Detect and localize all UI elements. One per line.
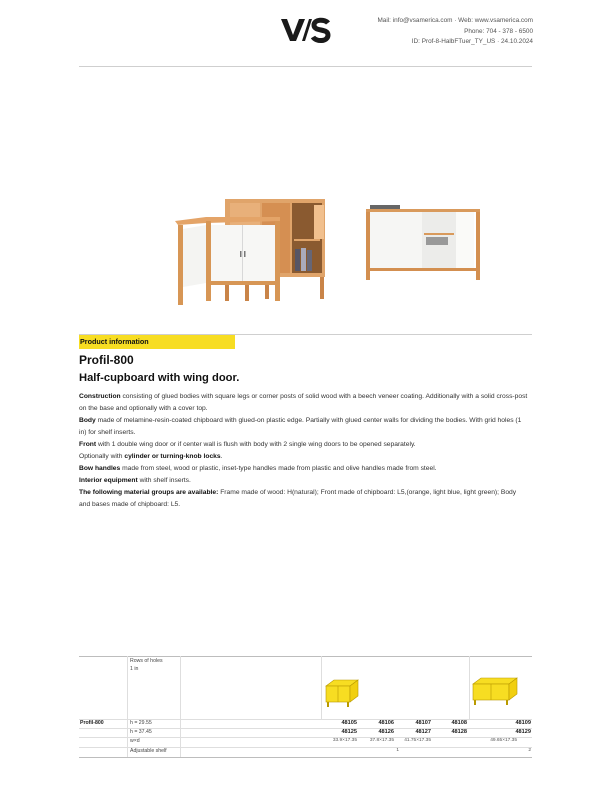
contact-line: ID: Prof-8-HalbFTuer_TY_US · 24.10.2024 [411, 38, 533, 46]
body-text: made of melamine-resin-coated chipboard with glued-on plastic edge. Partially with glued center walls for dividing the bodies. With grid holes (1 in) for shelf inserts. [79, 417, 522, 436]
interior-paragraph [79, 475, 529, 487]
section-label: Product information [79, 335, 235, 349]
construction-text: consisting of glued bodies with square legs or corner posts of solid wood with a beech veneer coating. Additionally with a solid cross-post on the base and optionally with a cover top. [79, 393, 528, 412]
front-text: with 1 double wing door or if center wall is flush with body with 2 single wing doors to be opened separately. [96, 441, 416, 448]
shelf-row-label: Adjustable shelf [130, 748, 167, 754]
locks-end: . [220, 453, 223, 460]
contact-line: Phone: 704 - 378 - 6500 [464, 27, 533, 35]
article-number: 48125 [341, 729, 357, 735]
table-col-line [469, 656, 470, 719]
construction-label: Construction [79, 393, 121, 400]
table-border [79, 757, 532, 758]
front-label: Front [79, 441, 97, 448]
locks-label: cylinder or turning-knob locks [124, 453, 221, 460]
shelf-count: 1 [396, 748, 399, 753]
material-text: Frame made of wood: H(natural); Front made of chipboard: L5,(orange, light blue, light green); Body and bases made of chipboard: L5. [79, 489, 517, 508]
contact-line: Mail: info@vsamerica.com · Web: www.vsamerica.com [377, 17, 533, 24]
material-paragraph [79, 487, 529, 511]
dimension-row-label: w×d [130, 738, 140, 744]
table-border [79, 656, 532, 657]
dimension-value: 37.8×17.35 [369, 738, 394, 743]
product-name: Profil-800 [79, 353, 134, 367]
article-number: 48109 [515, 720, 531, 726]
construction-paragraph [79, 391, 529, 415]
divider [79, 66, 532, 67]
bow-label: Bow handles [79, 465, 121, 472]
dimension-value: 33.9×17.35 [332, 738, 357, 743]
contact-info [377, 16, 533, 48]
article-number: 48128 [451, 729, 467, 735]
article-number: 48126 [378, 729, 394, 735]
product-row-label: Profil-800 [80, 720, 104, 726]
bow-text: made from steel, wood or plastic, inset-type handles made from plastic and olive handles made from steel. [120, 465, 437, 472]
height-row-label: h = 29.55 [130, 720, 152, 726]
interior-label: Interior equipment [79, 477, 138, 484]
locks-paragraph [79, 451, 529, 463]
rows-of-holes-label: Rows of holes [130, 658, 163, 664]
cupboard-wide-icon [471, 676, 519, 708]
product-photo [170, 195, 490, 310]
article-table [79, 656, 532, 758]
body-label: Body [79, 417, 96, 424]
table-row-line [79, 737, 532, 738]
front-paragraph [79, 439, 529, 451]
rows-of-holes-value: 1 in [130, 666, 139, 672]
bow-paragraph [79, 463, 529, 475]
dimension-value: 41.75×17.35 [404, 738, 431, 743]
interior-text: with shelf inserts. [137, 477, 191, 484]
table-col-line [321, 656, 322, 719]
product-description [79, 391, 529, 511]
height-row-label: h = 37.45 [130, 729, 152, 735]
shelf-count: 2 [528, 748, 531, 753]
body-paragraph [79, 415, 529, 439]
material-label: The following material groups are available: [79, 489, 219, 496]
cupboard-small-icon [324, 678, 360, 710]
vs-logo [281, 16, 331, 44]
article-number: 48106 [378, 720, 394, 726]
product-subtitle: Half-cupboard with wing door. [79, 372, 240, 384]
dimension-value: 49.65×17.35 [490, 738, 517, 743]
article-number: 48107 [415, 720, 431, 726]
table-col-line [127, 656, 128, 757]
article-number: 48129 [515, 729, 531, 735]
article-number: 48105 [341, 720, 357, 726]
article-number: 48127 [415, 729, 431, 735]
article-number: 48108 [451, 720, 467, 726]
optionally-text: Optionally with [79, 453, 125, 460]
table-col-line [180, 656, 181, 757]
